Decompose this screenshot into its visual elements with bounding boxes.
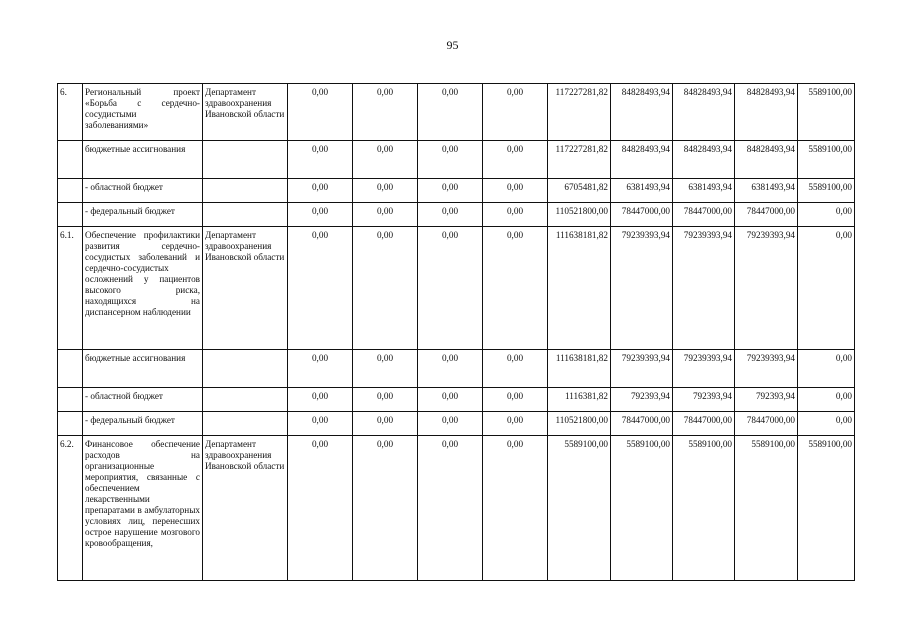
table-row	[58, 84, 855, 141]
budget-table	[57, 83, 855, 581]
row-description: бюджетные ассигнования	[83, 350, 203, 388]
row-number	[58, 179, 83, 203]
table-row	[58, 388, 855, 412]
amount-cell: 0,00	[353, 203, 418, 227]
amount-cell: 84828493,94	[673, 84, 735, 141]
table-row	[58, 227, 855, 350]
amount-cell: 1116381,82	[548, 388, 611, 412]
row-description: Обеспечение профилактики развития сердечно-сосудистых заболеваний и сердечно-сосудистых осложнений у пациентов высокого риска, находящихся на диспансерном наблюдении	[83, 227, 203, 350]
row-description: бюджетные ассигнования	[83, 141, 203, 179]
amount-cell: 5589100,00	[611, 436, 673, 581]
amount-cell: 78447000,00	[673, 412, 735, 436]
row-description: Региональный проект «Борьба с сердечно-сосудистыми заболеваниями»	[83, 84, 203, 141]
amount-cell: 0,00	[418, 203, 483, 227]
table-row	[58, 141, 855, 179]
amount-cell: 0,00	[483, 227, 548, 350]
amount-cell: 0,00	[288, 203, 353, 227]
amount-cell: 5589100,00	[798, 436, 855, 581]
amount-cell: 0,00	[353, 84, 418, 141]
amount-cell: 84828493,94	[673, 141, 735, 179]
row-number	[58, 141, 83, 179]
amount-cell: 0,00	[798, 388, 855, 412]
amount-cell: 0,00	[483, 350, 548, 388]
row-description: Финансовое обеспечение расходов на организационные мероприятия, связанные с обеспечением лекарственными препаратами в амбулаторных условиях лиц, перенесших острое нарушение мозгового кровообращения,	[83, 436, 203, 581]
amount-cell: 0,00	[483, 179, 548, 203]
amount-cell: 0,00	[483, 436, 548, 581]
row-department	[203, 388, 288, 412]
amount-cell: 79239393,94	[673, 227, 735, 350]
row-department: Департамент здравоохранения Ивановской области	[203, 436, 288, 581]
amount-cell: 111638181,82	[548, 350, 611, 388]
amount-cell: 0,00	[483, 203, 548, 227]
row-department	[203, 350, 288, 388]
amount-cell: 78447000,00	[611, 412, 673, 436]
row-number	[58, 388, 83, 412]
amount-cell: 0,00	[418, 436, 483, 581]
amount-cell: 0,00	[418, 388, 483, 412]
amount-cell: 84828493,94	[735, 84, 798, 141]
row-number: 6.1.	[58, 227, 83, 350]
amount-cell: 79239393,94	[611, 350, 673, 388]
amount-cell: 117227281,82	[548, 84, 611, 141]
amount-cell: 6381493,94	[611, 179, 673, 203]
amount-cell: 84828493,94	[611, 141, 673, 179]
amount-cell: 5589100,00	[673, 436, 735, 581]
row-department	[203, 412, 288, 436]
row-department	[203, 179, 288, 203]
amount-cell: 5589100,00	[798, 179, 855, 203]
amount-cell: 0,00	[353, 350, 418, 388]
amount-cell: 79239393,94	[673, 350, 735, 388]
row-number	[58, 350, 83, 388]
amount-cell: 0,00	[798, 203, 855, 227]
row-number: 6.2.	[58, 436, 83, 581]
table-row	[58, 203, 855, 227]
amount-cell: 78447000,00	[735, 203, 798, 227]
row-description: - федеральный бюджет	[83, 203, 203, 227]
amount-cell: 5589100,00	[798, 84, 855, 141]
amount-cell: 78447000,00	[673, 203, 735, 227]
amount-cell: 0,00	[418, 84, 483, 141]
amount-cell: 0,00	[418, 350, 483, 388]
amount-cell: 117227281,82	[548, 141, 611, 179]
amount-cell: 0,00	[353, 141, 418, 179]
row-department: Департамент здравоохранения Ивановской области	[203, 227, 288, 350]
amount-cell: 0,00	[353, 412, 418, 436]
amount-cell: 79239393,94	[735, 227, 798, 350]
amount-cell: 0,00	[798, 227, 855, 350]
amount-cell: 84828493,94	[611, 84, 673, 141]
table-row	[58, 412, 855, 436]
amount-cell: 792393,94	[735, 388, 798, 412]
row-number	[58, 412, 83, 436]
amount-cell: 111638181,82	[548, 227, 611, 350]
row-description: - федеральный бюджет	[83, 412, 203, 436]
amount-cell: 6381493,94	[673, 179, 735, 203]
row-department	[203, 141, 288, 179]
table-row	[58, 179, 855, 203]
row-number	[58, 203, 83, 227]
amount-cell: 0,00	[288, 84, 353, 141]
table-row	[58, 350, 855, 388]
amount-cell: 0,00	[418, 412, 483, 436]
table-row	[58, 436, 855, 581]
amount-cell: 84828493,94	[735, 141, 798, 179]
amount-cell: 5589100,00	[548, 436, 611, 581]
amount-cell: 110521800,00	[548, 412, 611, 436]
amount-cell: 79239393,94	[735, 350, 798, 388]
amount-cell: 0,00	[798, 350, 855, 388]
amount-cell: 0,00	[483, 412, 548, 436]
amount-cell: 0,00	[418, 179, 483, 203]
amount-cell: 78447000,00	[735, 412, 798, 436]
amount-cell: 6705481,82	[548, 179, 611, 203]
amount-cell: 6381493,94	[735, 179, 798, 203]
amount-cell: 0,00	[288, 436, 353, 581]
amount-cell: 5589100,00	[798, 141, 855, 179]
amount-cell: 110521800,00	[548, 203, 611, 227]
amount-cell: 792393,94	[673, 388, 735, 412]
amount-cell: 0,00	[483, 84, 548, 141]
row-department: Департамент здравоохранения Ивановской области	[203, 84, 288, 141]
amount-cell: 0,00	[288, 350, 353, 388]
amount-cell: 0,00	[353, 388, 418, 412]
amount-cell: 0,00	[288, 388, 353, 412]
amount-cell: 0,00	[353, 227, 418, 350]
amount-cell: 0,00	[798, 412, 855, 436]
amount-cell: 0,00	[353, 436, 418, 581]
amount-cell: 0,00	[418, 141, 483, 179]
amount-cell: 0,00	[483, 141, 548, 179]
amount-cell: 0,00	[483, 388, 548, 412]
amount-cell: 792393,94	[611, 388, 673, 412]
amount-cell: 79239393,94	[611, 227, 673, 350]
amount-cell: 0,00	[288, 227, 353, 350]
row-department	[203, 203, 288, 227]
page-number: 95	[446, 38, 459, 52]
amount-cell: 0,00	[288, 141, 353, 179]
amount-cell: 78447000,00	[611, 203, 673, 227]
row-number: 6.	[58, 84, 83, 141]
amount-cell: 0,00	[288, 179, 353, 203]
amount-cell: 5589100,00	[735, 436, 798, 581]
row-description: - областной бюджет	[83, 388, 203, 412]
amount-cell: 0,00	[418, 227, 483, 350]
amount-cell: 0,00	[353, 179, 418, 203]
row-description: - областной бюджет	[83, 179, 203, 203]
amount-cell: 0,00	[288, 412, 353, 436]
